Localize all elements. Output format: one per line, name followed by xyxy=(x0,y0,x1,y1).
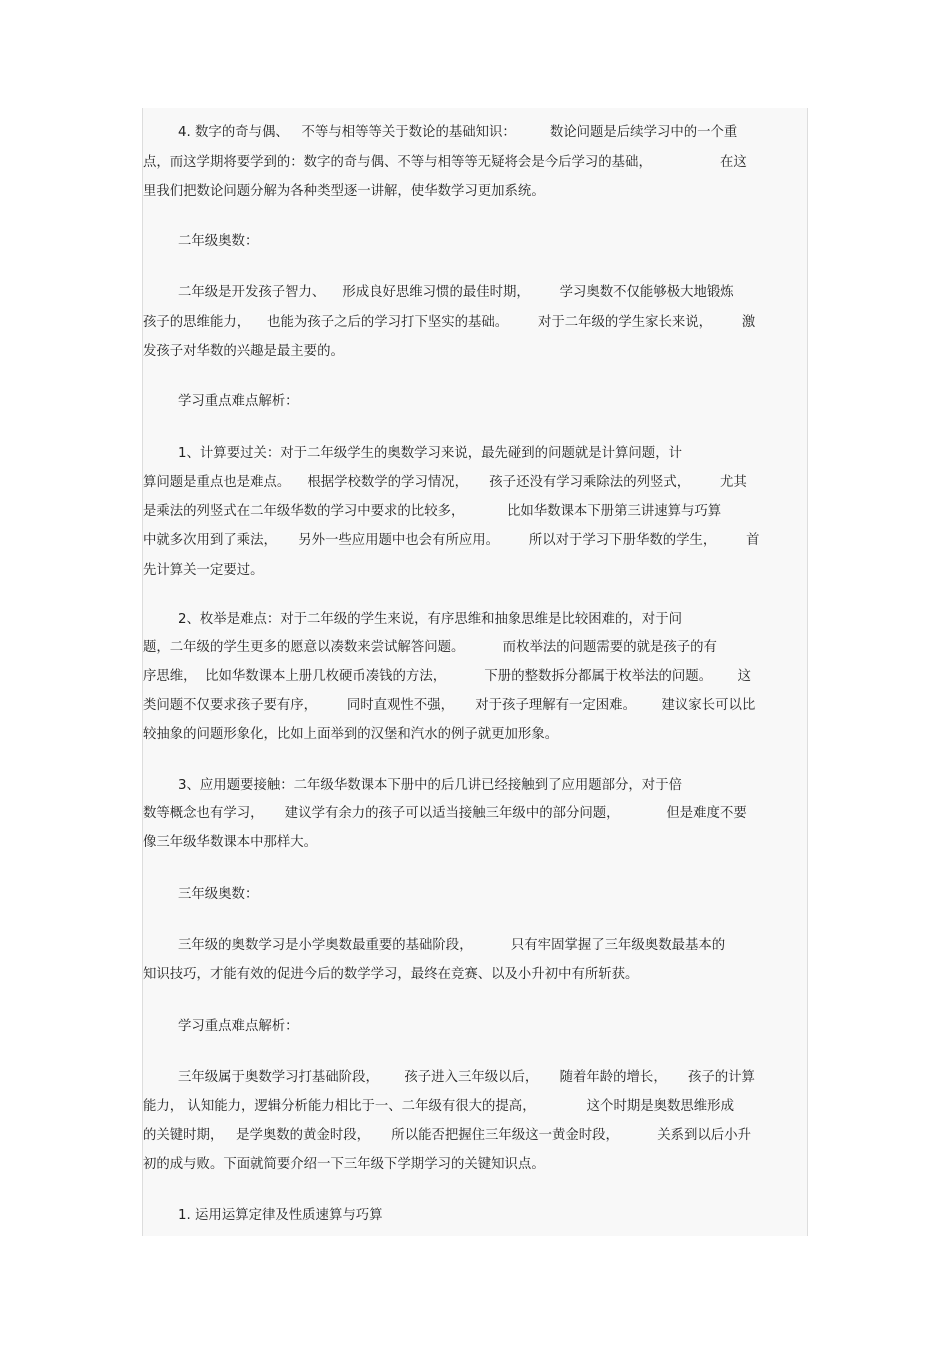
text-line: 类问题不仅要求孩子要有序， 同时直观性不强， 对于孩子理解有一定困难。 建议家长可以比 xyxy=(143,698,756,713)
text-line: 知识技巧，才能有效的促进今后的数学学习，最终在竞赛、以及小升初中有所斩获。 xyxy=(143,967,639,982)
text-line: 数等概念也有学习， 建议学有余力的孩子可以适当接触三年级中的部分问题， 但是难度不要 xyxy=(143,806,747,821)
text-line: 4. 数字的奇与偶、 不等与相等等关于数论的基础知识： 数论问题是后续学习中的一个重 xyxy=(178,125,738,140)
text-line: 2、枚举是难点：对于二年级的学生来说，有序思维和抽象思维是比较困难的，对于问 xyxy=(178,612,682,627)
text-line: 初的成与败。下面就简要介绍一下三年级下学期学习的关键知识点。 xyxy=(143,1157,545,1172)
text-line: 孩子的思维能力， 也能为孩子之后的学习打下坚实的基础。 对于二年级的学生家长来说， 激 xyxy=(143,315,756,330)
text-line: 算问题是重点也是难点。 根据学校数学的学习情况， 孩子还没有学习乘除法的列竖式， 尤其 xyxy=(143,475,747,490)
text-line: 三年级的奥数学习是小学奥数最重要的基础阶段， 只有牢固掌握了三年级奥数最基本的 xyxy=(178,938,726,953)
text-line: 较抽象的问题形象化，比如上面举到的汉堡和汽水的例子就更加形象。 xyxy=(143,727,559,742)
text-line: 1、计算要过关：对于二年级学生的奥数学习来说，最先碰到的问题就是计算问题，计 xyxy=(178,446,682,461)
text-line: 题，二年级的学生更多的愿意以凑数来尝试解答问题。 而枚举法的问题需要的就是孩子的有 xyxy=(143,640,717,655)
section-heading: 三年级奥数： xyxy=(178,887,259,902)
text-line: 像三年级华数课本中那样大。 xyxy=(143,835,318,850)
text-line: 3、应用题要接触：二年级华数课本下册中的后几讲已经接触到了应用题部分，对于倍 xyxy=(178,778,682,793)
text-line: 二年级是开发孩子智力、 形成良好思维习惯的最佳时期， 学习奥数不仅能够极大地锻炼 xyxy=(178,285,734,300)
section-heading: 二年级奥数： xyxy=(178,234,259,249)
section-heading: 学习重点难点解析： xyxy=(178,1019,299,1034)
section-heading: 1. 运用运算定律及性质速算与巧算 xyxy=(178,1208,383,1223)
text-line: 点，而这学期将要学到的：数字的奇与偶、不等与相等等无疑将会是今后学习的基础， 在这 xyxy=(143,155,747,170)
text-line: 是乘法的列竖式在二年级华数的学习中要求的比较多， 比如华数课本下册第三讲速算与巧算 xyxy=(143,504,722,519)
text-line: 先计算关一定要过。 xyxy=(143,563,264,578)
text-line: 中就多次用到了乘法， 另外一些应用题中也会有所应用。 所以对于学习下册华数的学生， 首 xyxy=(143,533,760,548)
text-line: 序思维， 比如华数课本上册几枚硬币凑钱的方法， 下册的整数拆分都属于枚举法的问题。 这 xyxy=(143,669,751,684)
section-heading: 学习重点难点解析： xyxy=(178,394,299,409)
text-line: 里我们把数论问题分解为各种类型逐一讲解，使华数学习更加系统。 xyxy=(143,184,545,199)
text-line: 三年级属于奥数学习打基础阶段， 孩子进入三年级以后， 随着年龄的增长， 孩子的计算 xyxy=(178,1070,755,1085)
text-line: 发孩子对华数的兴趣是最主要的。 xyxy=(143,344,344,359)
text-line: 的关键时期， 是学奥数的黄金时段， 所以能否把握住三年级这一黄金时段， 关系到以后小升 xyxy=(143,1128,751,1143)
text-line: 能力， 认知能力，逻辑分析能力相比于一、二年级有很大的提高， 这个时期是奥数思维形成 xyxy=(143,1099,734,1114)
